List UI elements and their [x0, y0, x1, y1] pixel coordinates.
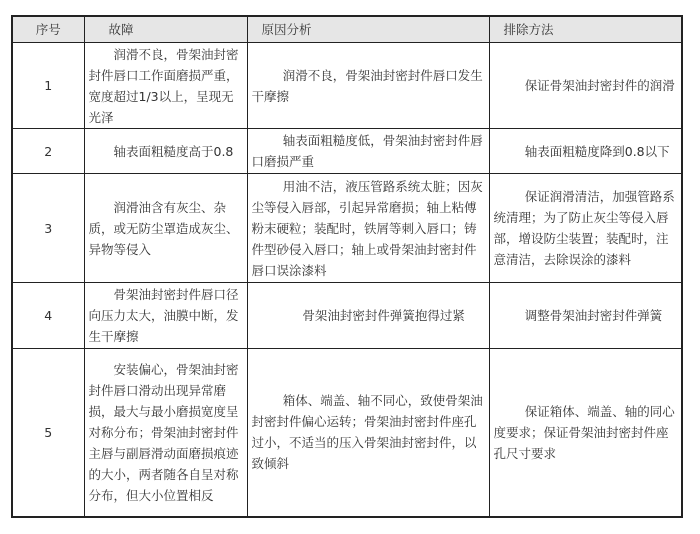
fault-cell	[84, 349, 247, 517]
fix-cell	[489, 174, 682, 283]
fault-text: 安装偏心，骨架油封密封件唇口滑动出现异常磨损，最大与最小磨损宽度呈对称分布；骨架油封密封件主唇与副唇滑动面磨损痕迹的大小，两者随各自呈对称分布，但大小位置相反	[88, 361, 239, 503]
header-no: 序号	[12, 16, 84, 43]
fix-text: 保证骨架油封密封件的润滑	[524, 78, 675, 93]
fault-text: 骨架油封密封件唇口径向压力太大，油膜中断，发生干摩擦	[88, 287, 239, 344]
fix-cell	[489, 349, 682, 517]
fix-text: 调整骨架油封密封件弹簧	[524, 308, 663, 323]
row-no: 4	[12, 283, 84, 349]
fault-text: 润滑不良，骨架油封密封件唇口工作面磨损严重，宽度超过1/3以上，呈现无光泽	[88, 46, 239, 125]
header-fault: 故障	[84, 16, 247, 43]
fault-cell	[84, 43, 247, 129]
fault-text: 轴表面粗糙度高于0.8	[113, 143, 234, 159]
table-row	[12, 283, 682, 349]
table-row	[12, 43, 682, 129]
table-row	[12, 129, 682, 174]
cause-text: 用油不洁，液压管路系统太脏；因灰尘等侵入唇部，引起异常磨损；轴上粘傅粉末硬粒；装配时，铁屑等刺入唇口；铸件型砂侵入唇口；轴上或骨架油封密封件唇口误涂漆料	[251, 178, 483, 278]
row-no: 3	[12, 174, 84, 283]
fix-cell	[489, 43, 682, 129]
fault-text: 润滑油含有灰尘、杂质，或无防尘罩造成灰尘、异物等侵入	[88, 199, 239, 257]
cause-text: 轴表面粗糙度低，骨架油封密封件唇口磨损严重	[251, 133, 483, 169]
cause-cell	[247, 349, 489, 517]
cause-text: 箱体、端盖、轴不同心，致使骨架油封密封件偏心运转；骨架油封密封件座孔过小，不适当的压入骨架油封密封件，以致倾斜	[251, 393, 483, 472]
fault-analysis-table	[11, 15, 683, 518]
fault-cell	[84, 174, 247, 283]
header-cause: 原因分析	[247, 16, 489, 43]
header-fix: 排除方法	[489, 16, 682, 43]
table-row	[12, 174, 682, 283]
fix-text: 保证箱体、端盖、轴的同心度要求；保证骨架油封密封件座孔尺寸要求	[493, 403, 675, 461]
row-no: 1	[12, 43, 84, 129]
row-no: 5	[12, 349, 84, 517]
cause-cell	[247, 283, 489, 349]
fix-text: 保证润滑清洁，加强管路系统清理；为了防止灰尘等侵入唇部，增设防尘装置；装配时，注意清洁，去除误涂的漆料	[493, 189, 675, 267]
cause-text: 骨架油封密封件弹簧抱得过紧	[302, 308, 465, 323]
fix-text: 轴表面粗糙度降到0.8以下	[524, 143, 670, 159]
fix-cell	[489, 129, 682, 174]
cause-text: 润滑不良，骨架油封密封件唇口发生干摩擦	[251, 67, 483, 104]
table-row	[12, 349, 682, 517]
cause-cell	[247, 43, 489, 129]
fault-cell	[84, 283, 247, 349]
fix-cell	[489, 283, 682, 349]
cause-cell	[247, 129, 489, 174]
table-header-row	[12, 16, 682, 43]
row-no: 2	[12, 129, 84, 174]
fault-cell	[84, 129, 247, 174]
cause-cell	[247, 174, 489, 283]
